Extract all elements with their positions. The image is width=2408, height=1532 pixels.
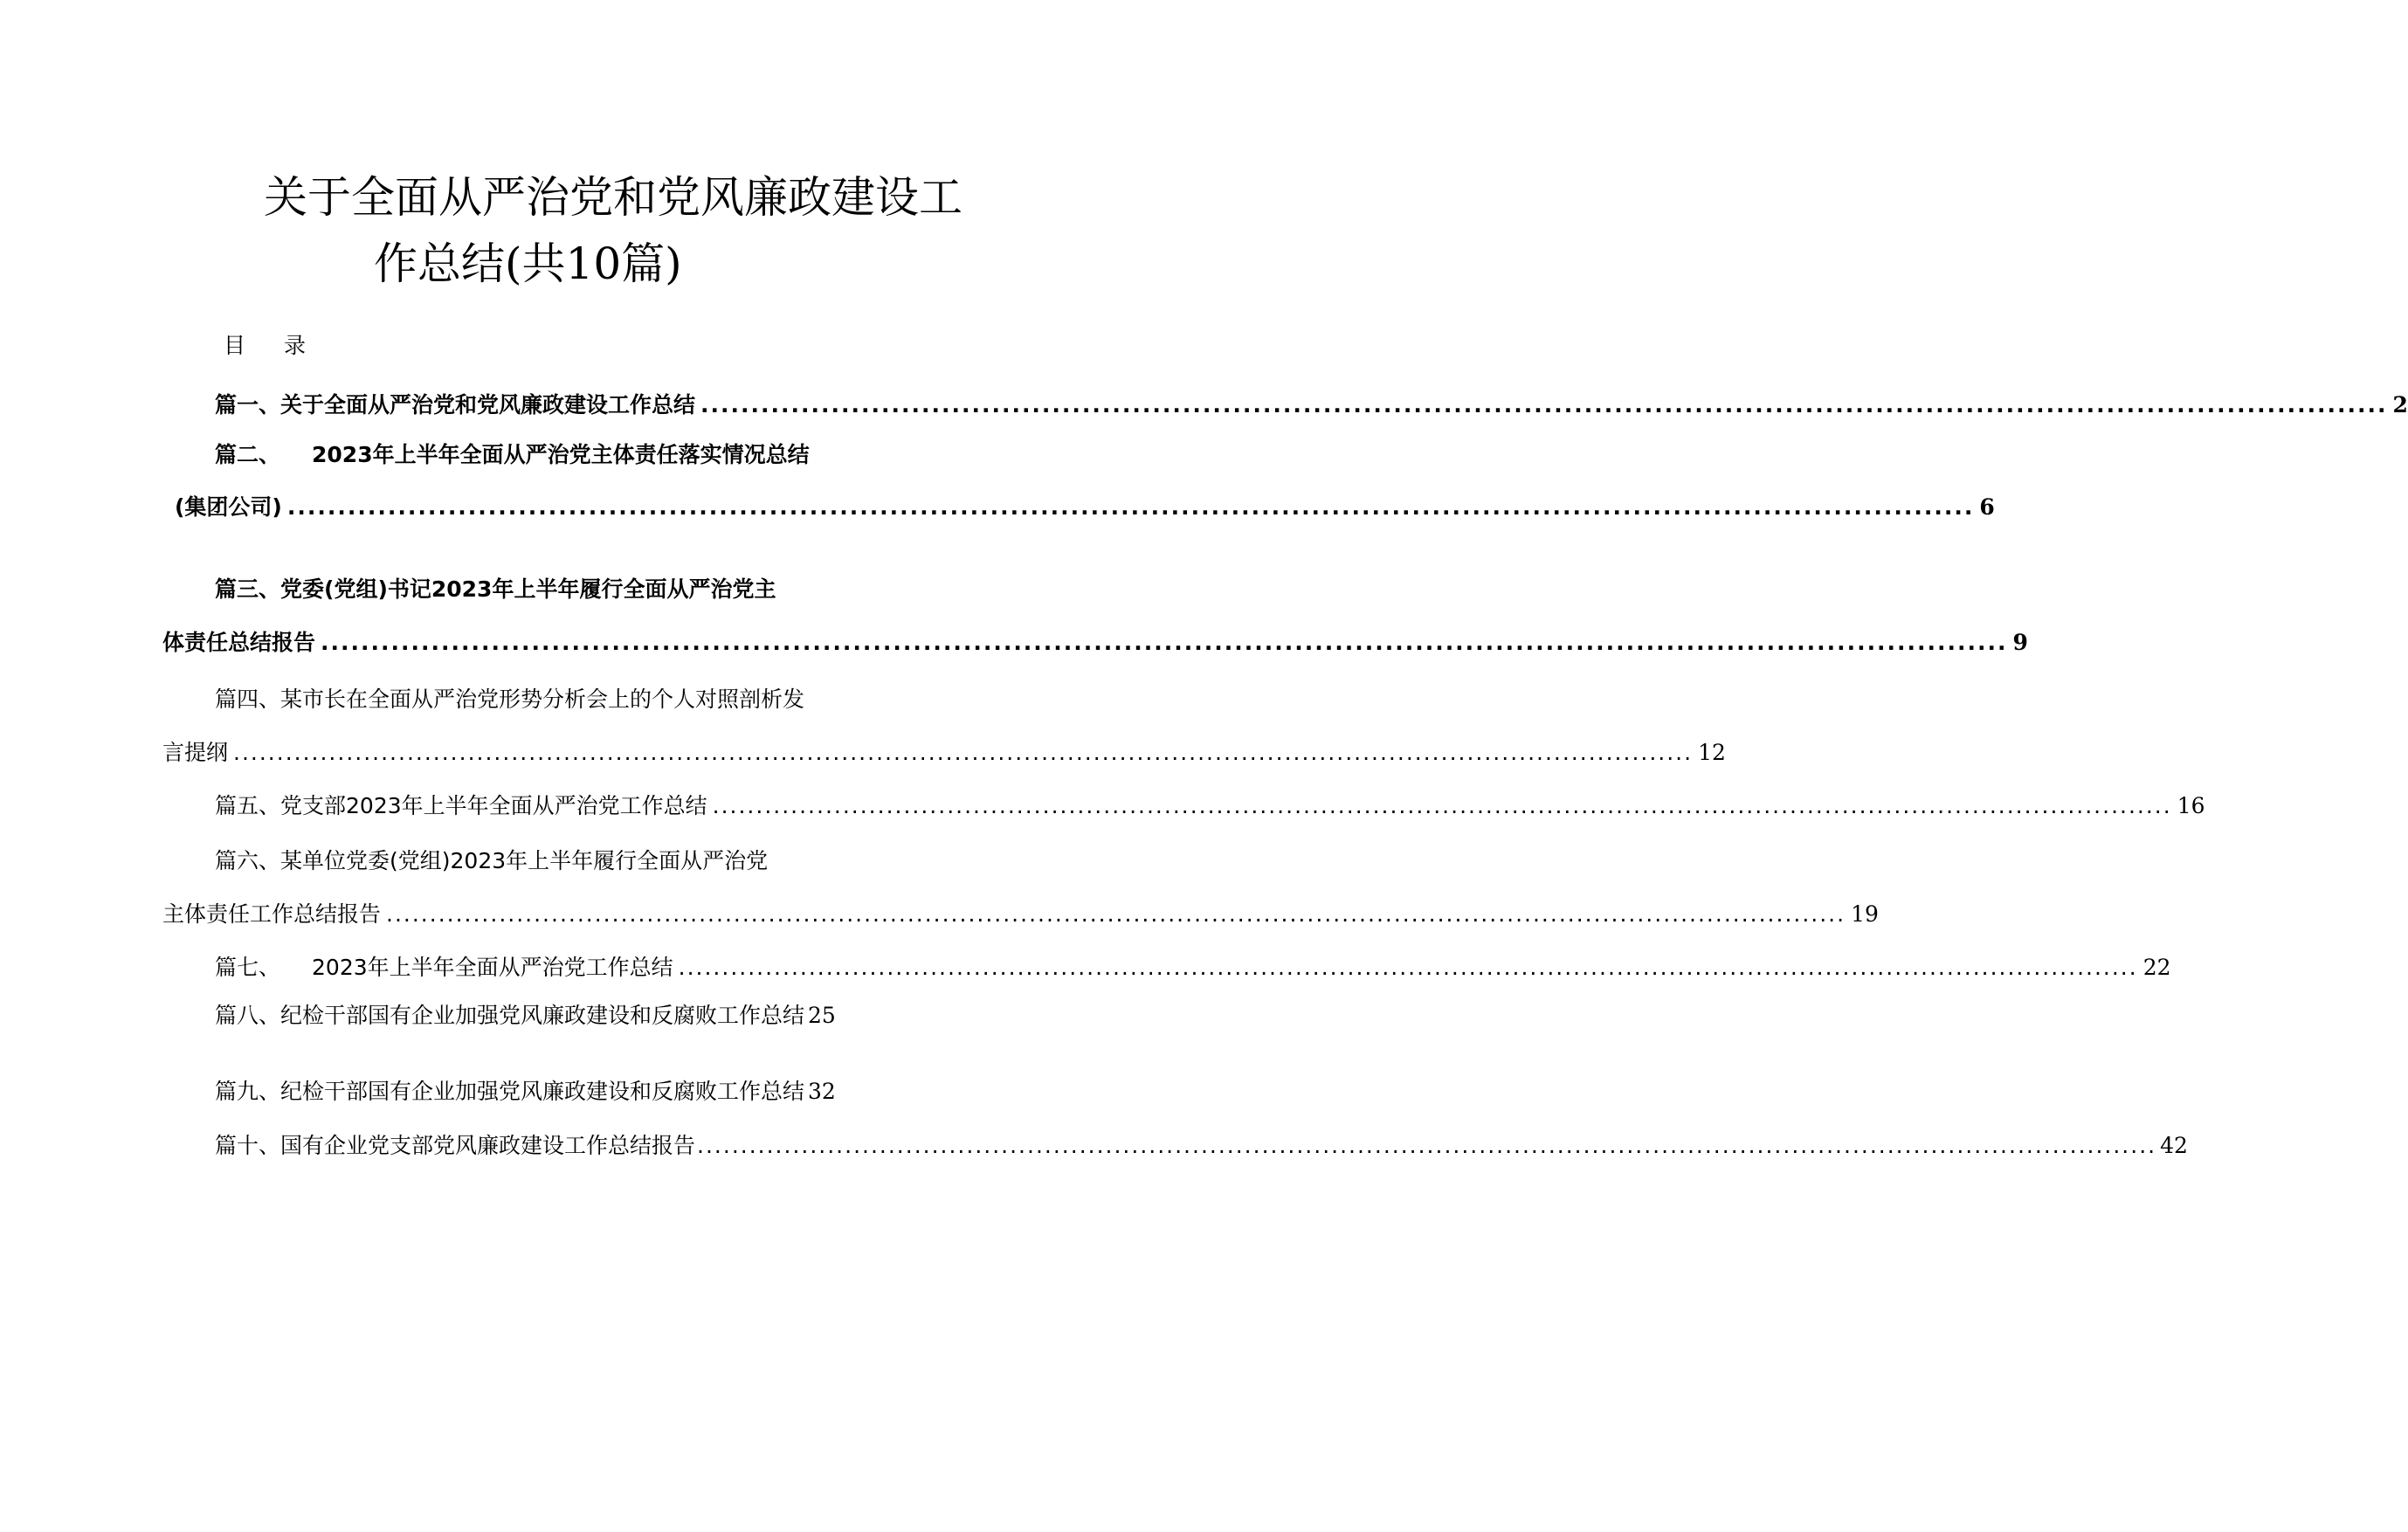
toc-leader: ........................................................................................................................................................................ — [386, 901, 1846, 927]
toc-entry-title: 党委(党组)书记2023年上半年履行全面从严治党主 — [280, 576, 776, 602]
toc-entry-title: 某市长在全面从严治党形势分析会上的个人对照剖析发 — [280, 687, 805, 712]
toc-page-number: 9 — [2012, 630, 2028, 655]
toc-entry-title: 2023年上半年全面从严治党工作总结 — [312, 955, 673, 980]
document-title-line1: 关于全面从严治党和党风廉政建设工 — [264, 172, 963, 223]
toc-leader: ........................................................................................................................................................................ — [700, 392, 2388, 418]
toc-entry-title: 关于全面从严治党和党风廉政建设工作总结 — [280, 392, 696, 418]
toc-entry-prefix: 篇五、 — [215, 793, 281, 818]
toc-page-number: 16 — [2177, 793, 2205, 818]
toc-leader: ........................................................................................................................................................................ — [286, 494, 1975, 520]
toc-entry-title: 某单位党委(党组)2023年上半年履行全面从严治党 — [280, 848, 769, 873]
document-title-line2: 作总结(共10篇) — [374, 238, 682, 289]
toc-entry-title-cont: 主体责任工作总结报告 — [162, 901, 382, 927]
toc-entry-2-cont[interactable] — [175, 493, 1995, 522]
toc-entry-prefix: 篇四、 — [215, 687, 281, 712]
toc-entry-title: 党支部2023年上半年全面从严治党工作总结 — [280, 793, 707, 818]
toc-entry-prefix: 篇九、 — [215, 1079, 281, 1104]
toc-entry-7[interactable] — [215, 953, 2171, 983]
toc-entry-prefix: 篇二、 — [215, 442, 281, 467]
toc-entry-prefix: 篇八、 — [215, 1003, 281, 1028]
toc-page-number: 12 — [1698, 740, 1726, 765]
toc-entry-prefix: 篇十、 — [215, 1133, 281, 1158]
toc-entry-4[interactable] — [215, 685, 804, 714]
toc-entry-title-cont: 体责任总结报告 — [162, 630, 316, 655]
toc-entry-prefix: 篇一、 — [215, 392, 281, 418]
toc-leader: ........................................................................................................................................................................ — [678, 955, 2138, 980]
toc-entry-10[interactable] — [215, 1131, 2188, 1161]
toc-entry-title: 纪检干部国有企业加强党风廉政建设和反腐败工作总结 — [280, 1003, 805, 1028]
toc-page-number: 32 — [808, 1079, 836, 1104]
toc-page-number: 19 — [1851, 901, 1879, 927]
toc-page-number: 22 — [2142, 955, 2171, 980]
toc-entry-3[interactable] — [215, 575, 776, 604]
toc-entry-3-cont[interactable] — [162, 628, 2028, 658]
toc-entry-5[interactable] — [215, 791, 2205, 821]
toc-entry-1[interactable] — [215, 390, 2408, 420]
toc-entry-title-cont: (集团公司) — [175, 494, 282, 520]
toc-page-number: 6 — [1979, 494, 1995, 520]
toc-entry-8[interactable] — [215, 1001, 836, 1031]
toc-entry-6-cont[interactable] — [162, 900, 1879, 929]
toc-entry-title: 2023年上半年全面从严治党主体责任落实情况总结 — [312, 442, 810, 467]
toc-leader: ........................................................................................................................................................................ — [697, 1133, 2157, 1158]
toc-leader: ........................................................................................................................................................................ — [712, 793, 2172, 818]
toc-entry-prefix: 篇七、 — [215, 955, 281, 980]
toc-leader: ........................................................................................................................................................................ — [233, 740, 1694, 765]
toc-page-number: 2 — [2392, 392, 2408, 418]
toc-entry-9[interactable] — [215, 1077, 836, 1107]
toc-entry-title-cont: 言提纲 — [162, 740, 229, 765]
toc-entry-prefix: 篇三、 — [215, 576, 281, 602]
toc-entry-prefix: 篇六、 — [215, 848, 281, 873]
toc-entry-title: 国有企业党支部党风廉政建设工作总结报告 — [280, 1133, 696, 1158]
toc-entry-6[interactable] — [215, 846, 768, 876]
toc-heading: 目 录 — [224, 333, 321, 358]
toc-leader: ........................................................................................................................................................................ — [321, 630, 2008, 655]
toc-page-number: 25 — [808, 1003, 836, 1028]
toc-entry-title: 纪检干部国有企业加强党风廉政建设和反腐败工作总结 — [280, 1079, 805, 1104]
toc-page-number: 42 — [2160, 1133, 2188, 1158]
toc-entry-4-cont[interactable] — [162, 738, 1726, 768]
toc-entry-2[interactable] — [215, 440, 810, 470]
